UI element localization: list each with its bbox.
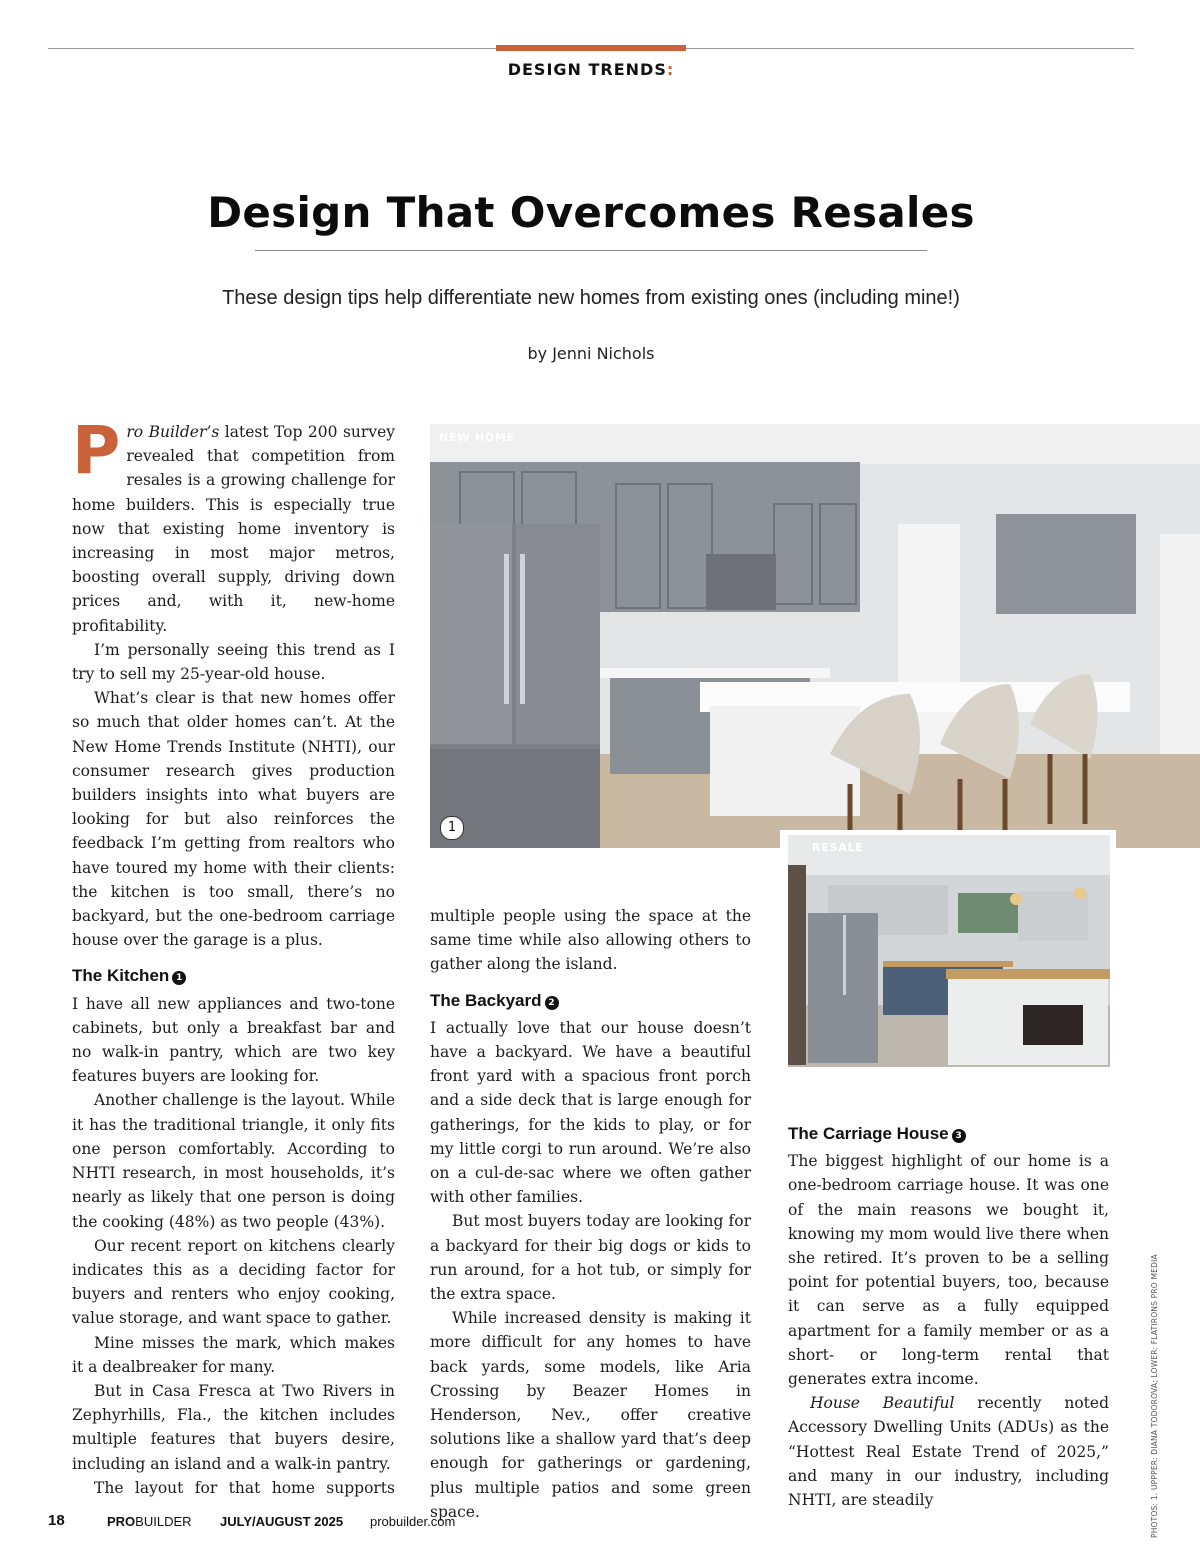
paragraph: But in Casa Fresca at Two Rivers in Zephyrhills, Fla., the kitchen includes multiple features that buyers desire, including an island and a walk-in pantry. bbox=[72, 1381, 395, 1473]
intro-text: latest Top 200 survey revealed that competition from resales is a growing challenge for home builders. This is especially true now that existing home inventory is increasing in most major metros, boosting overall supply, driving down prices and, with it, new-home profitability. bbox=[72, 423, 396, 635]
section-label: DESIGN TRENDS: bbox=[507, 60, 675, 79]
number-badge: 2 bbox=[545, 996, 559, 1010]
number-badge: 3 bbox=[952, 1129, 966, 1143]
magazine-brand: PROBUILDER bbox=[107, 1514, 192, 1529]
website-link[interactable]: probuilder.com bbox=[370, 1514, 456, 1529]
paragraph bbox=[788, 1391, 1109, 1512]
paragraph: Mine misses the mark, which makes it a dealbreaker for many. bbox=[72, 1333, 395, 1376]
paragraph: I’m personally seeing this trend as I try to sell my 25-year-old house. bbox=[72, 640, 395, 684]
paragraph: multiple people using the space at the same time while also allowing others to gather along the island. bbox=[430, 907, 751, 974]
new-home-tag: NEW HOME bbox=[439, 431, 516, 444]
paragraph: While increased density is making it more difficult for any homes to have back yards, some models, like Aria Crossing by Beazer Homes in Henderson, Nev., offer creative solutions like a shallow yard that’s deep enough for gatherings or gardening, plus multiple patios and some green space. bbox=[430, 1309, 751, 1521]
issue-date: JULY/AUGUST 2025 bbox=[220, 1514, 344, 1529]
magazine-name: House Beautiful bbox=[810, 1394, 955, 1413]
paragraph: What’s clear is that new homes offer so much that older homes can’t. At the New Home Trends Institute (NHTI), our consumer research gives production builders insights into what buyers are looking for but also reinforces the feedback I’m getting from realtors who have toured my home with their clients: the kitchen is too small, there’s no backyard, but the one-bedroom carriage house over the garage is a plus. bbox=[72, 689, 395, 950]
paragraph: Another challenge is the layout. While it has the traditional triangle, it only fits one person comfortably. According to NHTI research, in most households, it’s nearly as likely that one person is doing the cooking (48%) as two people (43%). bbox=[72, 1091, 395, 1231]
paragraph: I have all new appliances and two-tone cabinets, but only a breakfast bar and no walk-in pantry, which are two key features buyers are looking for. bbox=[72, 994, 395, 1086]
article-column-1 bbox=[72, 412, 396, 1500]
title-rule bbox=[255, 250, 927, 251]
photo-number-badge: 1 bbox=[440, 816, 464, 840]
section-accent-bar bbox=[496, 45, 686, 51]
resale-tag: RESALE bbox=[812, 841, 864, 854]
paragraph-text: recently noted Accessory Dwelling Units (ADUs) as the “Hottest Real Estate Trend of 2025,” and many in our industry, including NHTI, are steadily bbox=[788, 1394, 1109, 1510]
photo-credit: PHOTOS: 1. UPPPER: DIANA TODOROVA; LOWER: FLATIRONS PRO MEDIA bbox=[1150, 1254, 1159, 1538]
kitchen-photo-illustration bbox=[430, 424, 1200, 848]
new-home-photo bbox=[430, 424, 1200, 848]
magazine-name: ro Builder’s bbox=[126, 423, 220, 441]
paragraph: Our recent report on kitchens clearly indicates this as a deciding factor for buyers and renters who enjoy cooking, value storage, and want space to gather. bbox=[72, 1236, 395, 1328]
backyard-heading: The Backyard 2 bbox=[430, 989, 751, 1013]
intro-paragraph bbox=[72, 412, 396, 638]
drop-cap: P bbox=[72, 412, 121, 489]
paragraph: The biggest highlight of our home is a one-bedroom carriage house. It was one of the main reasons we bought it, knowing my mom would live there when she retired. It’s proven to be a selling point for potential buyers, too, because it can serve as a fully equipped apartment for a family member or as a short- or long-term rental that generates extra income. bbox=[788, 1152, 1109, 1389]
carriage-house-heading: The Carriage House 3 bbox=[788, 1122, 1109, 1146]
resale-kitchen-illustration bbox=[788, 835, 1110, 1067]
article-subtitle: These design tips help differentiate new homes from existing ones (including mine!) bbox=[222, 287, 960, 309]
page-number: 18 bbox=[48, 1512, 65, 1529]
article-column-2 bbox=[430, 904, 751, 1524]
paragraph: The layout for that home supports bbox=[94, 1478, 395, 1497]
paragraph: I actually love that our house doesn’t have a backyard. We have a beautiful front yard with a spacious front porch and a side deck that is large enough for gatherings, for the kids to play, or for my little corgi to run around. We’re also on a cul-de-sac where we often gather with other families. bbox=[430, 1018, 751, 1207]
resale-photo bbox=[788, 835, 1110, 1067]
byline: by Jenni Nichols bbox=[527, 344, 655, 363]
article-column-3 bbox=[788, 1122, 1109, 1512]
paragraph: But most buyers today are looking for a backyard for their big dogs or kids to run around, for a hot tub, or simply for the extra space. bbox=[430, 1212, 751, 1304]
article-title: Design That Overcomes Resales bbox=[207, 188, 975, 237]
number-badge: 1 bbox=[172, 971, 186, 985]
kitchen-heading: The Kitchen 1 bbox=[72, 964, 395, 988]
